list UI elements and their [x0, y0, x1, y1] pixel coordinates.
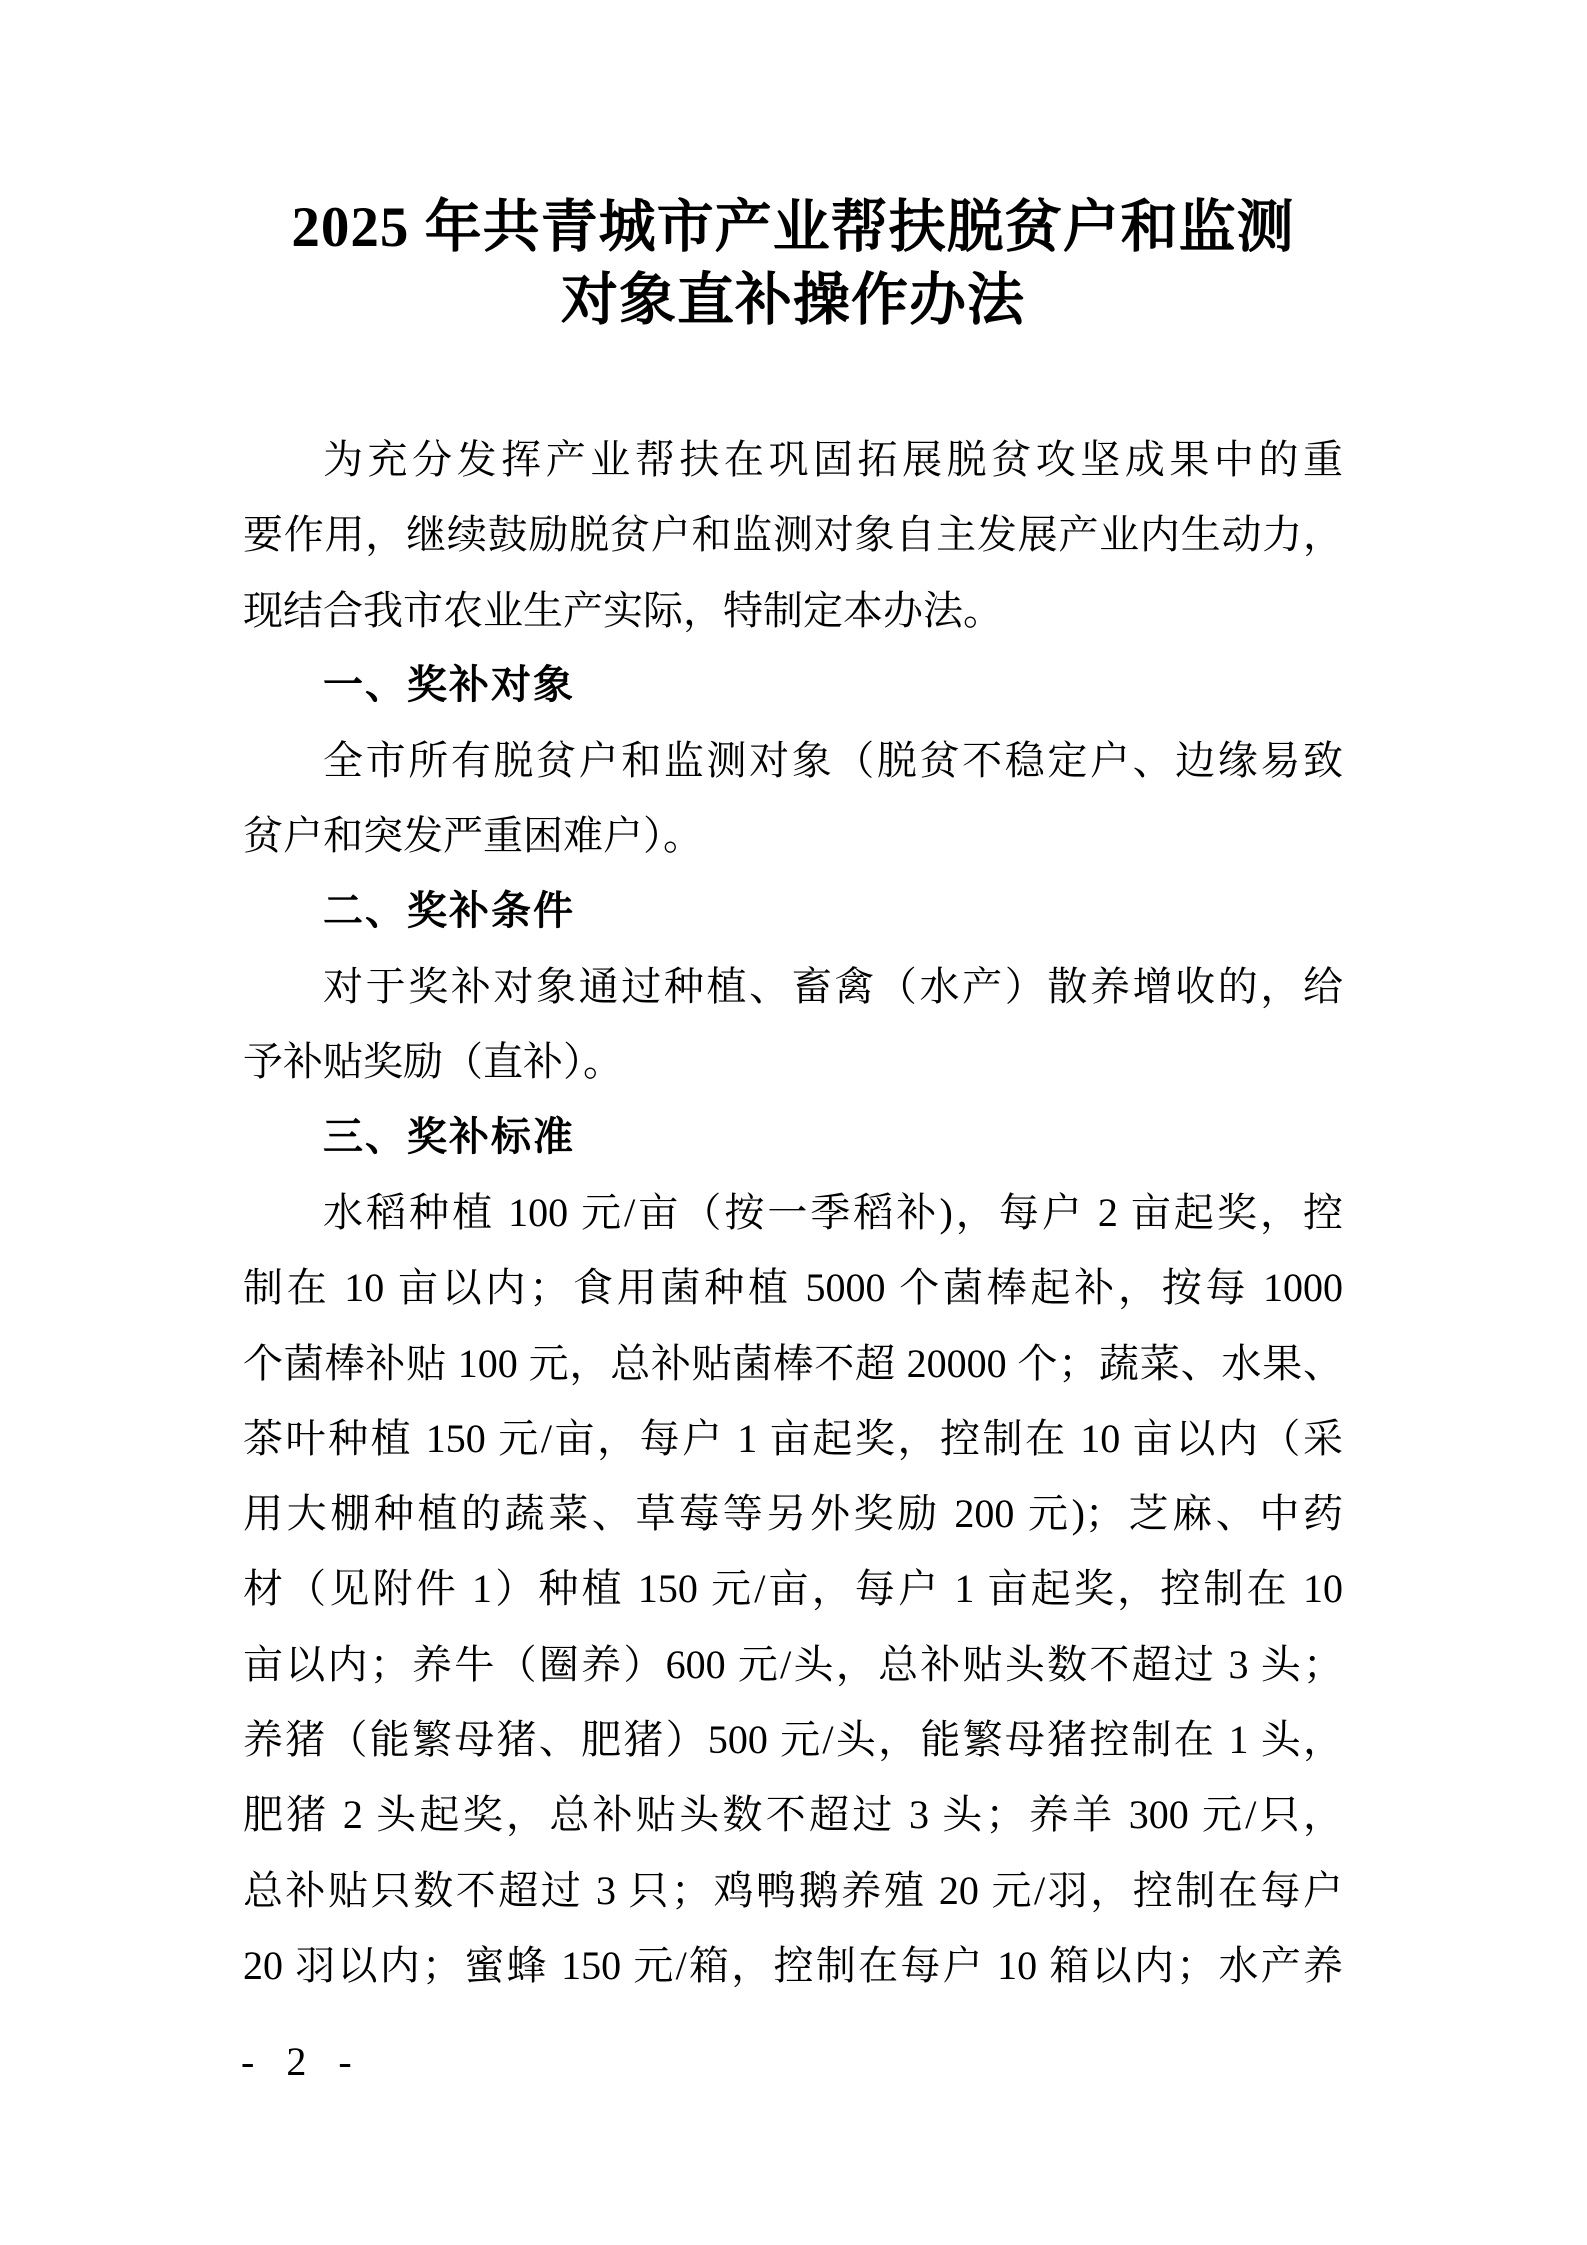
document-title-line-1: 2025 年共青城市产业帮扶脱贫户和监测: [291, 196, 1295, 259]
body-line: 茶叶种植 150 元/亩，每户 1 亩起奖，控制在 10 亩以内（采: [243, 1415, 1343, 1461]
document-title-line-2: 对象直补操作办法: [561, 269, 1025, 332]
section-heading-2: 二、奖补条件: [323, 888, 575, 933]
section-heading-1: 一、奖补对象: [323, 662, 575, 707]
body-line: 20 羽以内；蜜蜂 150 元/箱，控制在每户 10 箱以内；水产养: [243, 1942, 1343, 1988]
body-line: 亩以内；养牛（圈养）600 元/头，总补贴头数不超过 3 头；: [243, 1641, 1343, 1687]
body-line: 全市所有脱贫户和监测对象（脱贫不稳定户、边缘易致: [323, 738, 1343, 784]
body-line: 个菌棒补贴 100 元，总补贴菌棒不超 20000 个；蔬菜、水果、: [243, 1340, 1343, 1386]
body-line: 对于奖补对象通过种植、畜禽（水产）散养增收的，给: [323, 964, 1343, 1010]
body-line: 水稻种植 100 元/亩（按一季稻补)，每户 2 亩起奖，控: [323, 1189, 1343, 1235]
body-line: 要作用，继续鼓励脱贫户和监测对象自主发展产业内生动力，: [243, 512, 1343, 558]
section-heading-3: 三、奖补标准: [323, 1114, 575, 1159]
body-line: 为充分发挥产业帮扶在巩固拓展脱贫攻坚成果中的重: [323, 437, 1343, 482]
body-line: 养猪（能繁母猪、肥猪）500 元/头，能繁母猪控制在 1 头，: [243, 1717, 1343, 1763]
page-number: - 2 -: [241, 2039, 352, 2084]
body-line: 现结合我市农业生产实际，特制定本办法。: [243, 587, 1003, 633]
body-line: 总补贴只数不超过 3 只；鸡鸭鹅养殖 20 元/羽，控制在每户: [243, 1867, 1343, 1913]
body-line: 用大棚种植的蔬菜、草莓等另外奖励 200 元)；芝麻、中药: [243, 1491, 1343, 1537]
body-line: 肥猪 2 头起奖，总补贴头数不超过 3 头；养羊 300 元/只，: [243, 1792, 1343, 1838]
body-line: 制在 10 亩以内；食用菌种植 5000 个菌棒起补，按每 1000: [243, 1265, 1343, 1311]
body-line: 贫户和突发严重困难户）。: [243, 813, 703, 859]
document-title: [243, 191, 1343, 337]
body-line: 材（见附件 1）种植 150 元/亩，每户 1 亩起奖，控制在 10: [243, 1566, 1343, 1612]
document-body: [243, 422, 1343, 2003]
body-line: 予补贴奖励（直补）。: [243, 1039, 623, 1085]
